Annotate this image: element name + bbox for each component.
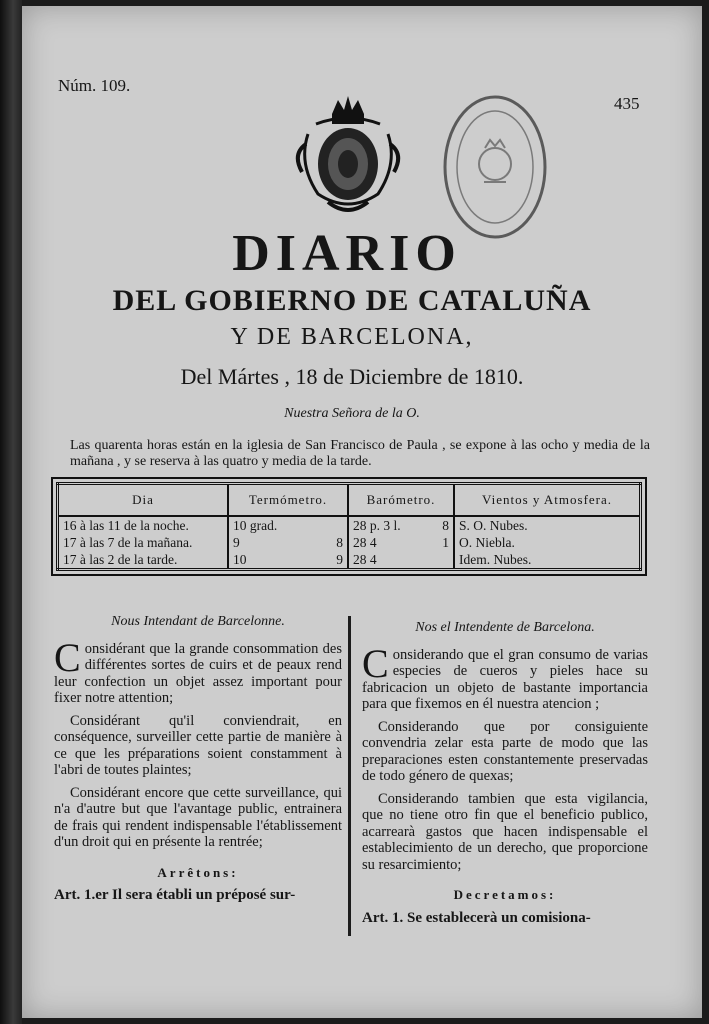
- newspaper-title: DIARIO: [232, 225, 462, 282]
- cell-barometro: 28 p. 3 l. 8: [348, 516, 454, 534]
- royal-crest-icon: [288, 94, 408, 220]
- french-column: [54, 614, 342, 910]
- drop-cap: C: [362, 640, 389, 686]
- col-dia: Dia: [58, 484, 229, 517]
- french-paragraph-1: Considérant que la grande consommation des différentes sortes de cuirs et de peaux rend leur confection un objet assez important pour fixer notre attention;: [54, 634, 342, 706]
- table-row: [58, 516, 641, 534]
- newspaper-subtitle-city: Y DE BARCELONA,: [230, 324, 474, 350]
- spanish-paragraph-2: Considerando que por consiguiente convendria zelar esta parte de modo que las preparaciones esten constantemente preservadas de todo género de quexas;: [362, 718, 648, 784]
- book-gutter: [0, 0, 22, 1024]
- spanish-article-1: Art. 1. Se establecerà un comisiona-: [362, 909, 591, 926]
- cell-dia: 17 à las 7 de la mañana.: [63, 534, 193, 550]
- weather-table: [56, 482, 642, 571]
- page-number: 435: [614, 94, 640, 113]
- spanish-paragraph-1: Considerando que el gran consumo de varias especies de cueros y pieles hace su fabricacion un objeto de bastante importancia para que fixemos en él nuestra atencion ;: [362, 640, 648, 712]
- cell-termometro: 10 grad.: [228, 516, 348, 534]
- cell-vientos: Idem. Nubes.: [454, 551, 641, 570]
- cell-barometro: 28 4: [348, 551, 454, 570]
- french-article-1: Art. 1.er Il sera établi un préposé sur-: [54, 887, 296, 903]
- cell-dia: 17 à las 2 de la tarde.: [63, 551, 178, 567]
- french-decree: Arrêtons:: [157, 864, 239, 880]
- issue-number: Núm. 109.: [58, 76, 131, 95]
- issue-date: Del Mártes , 18 de Diciembre de 1810.: [180, 364, 524, 389]
- table-row: [58, 534, 641, 551]
- cell-dia: 16 à las 11 de la noche.: [63, 517, 189, 533]
- cell-termometro: 10 9: [228, 551, 348, 570]
- french-heading: Nous Intendant de Barcelonne.: [111, 614, 285, 629]
- french-paragraph-3: Considérant encore que cette surveillance, qui n'a d'autre but que l'avantage public, entrainera de frais qui rendent indispensable l'établissement d'un droit qui en présente la rentrée;: [54, 784, 342, 850]
- saint-of-day: Nuestra Señora de la O.: [284, 406, 420, 421]
- french-paragraph-2: Considérant qu'il conviendrait, en conséquence, surveiller cette partie de manière à ce que les préparations soient constamment à l'abri de toutes plaintes;: [54, 712, 342, 778]
- weather-table-header: [58, 484, 641, 517]
- library-stamp-icon: [440, 92, 550, 242]
- table-row: [58, 551, 641, 570]
- newspaper-page: [22, 6, 702, 1018]
- church-notice: Las quarenta horas están en la iglesia de San Francisco de Paula , se expone à las ocho y media de la mañana , y se reserva à las quatro y media de la tarde.: [70, 438, 650, 469]
- column-divider: [348, 616, 351, 936]
- cell-vientos: O. Niebla.: [454, 534, 641, 551]
- newspaper-subtitle: DEL GOBIERNO DE CATALUÑA: [112, 284, 592, 317]
- cell-barometro: 28 4 1: [348, 534, 454, 551]
- col-termometro: Termómetro.: [228, 484, 348, 517]
- col-barometro: Barómetro.: [348, 484, 454, 517]
- spanish-heading: Nos el Intendente de Barcelona.: [415, 620, 595, 635]
- spanish-paragraph-3: Considerando tambien que esta vigilancia, que no tiene otro fin que el beneficio publico, acarrearà gastos que hacen indispensable el establecimiento de un derecho, que proporcione su resarcimiento;: [362, 790, 648, 873]
- col-vientos: Vientos y Atmosfera.: [454, 484, 641, 517]
- spanish-column: [362, 620, 648, 932]
- cell-vientos: S. O. Nubes.: [454, 516, 641, 534]
- spanish-decree: Decretamos:: [453, 887, 557, 902]
- drop-cap: C: [54, 634, 81, 680]
- cell-termometro: 9 8: [228, 534, 348, 551]
